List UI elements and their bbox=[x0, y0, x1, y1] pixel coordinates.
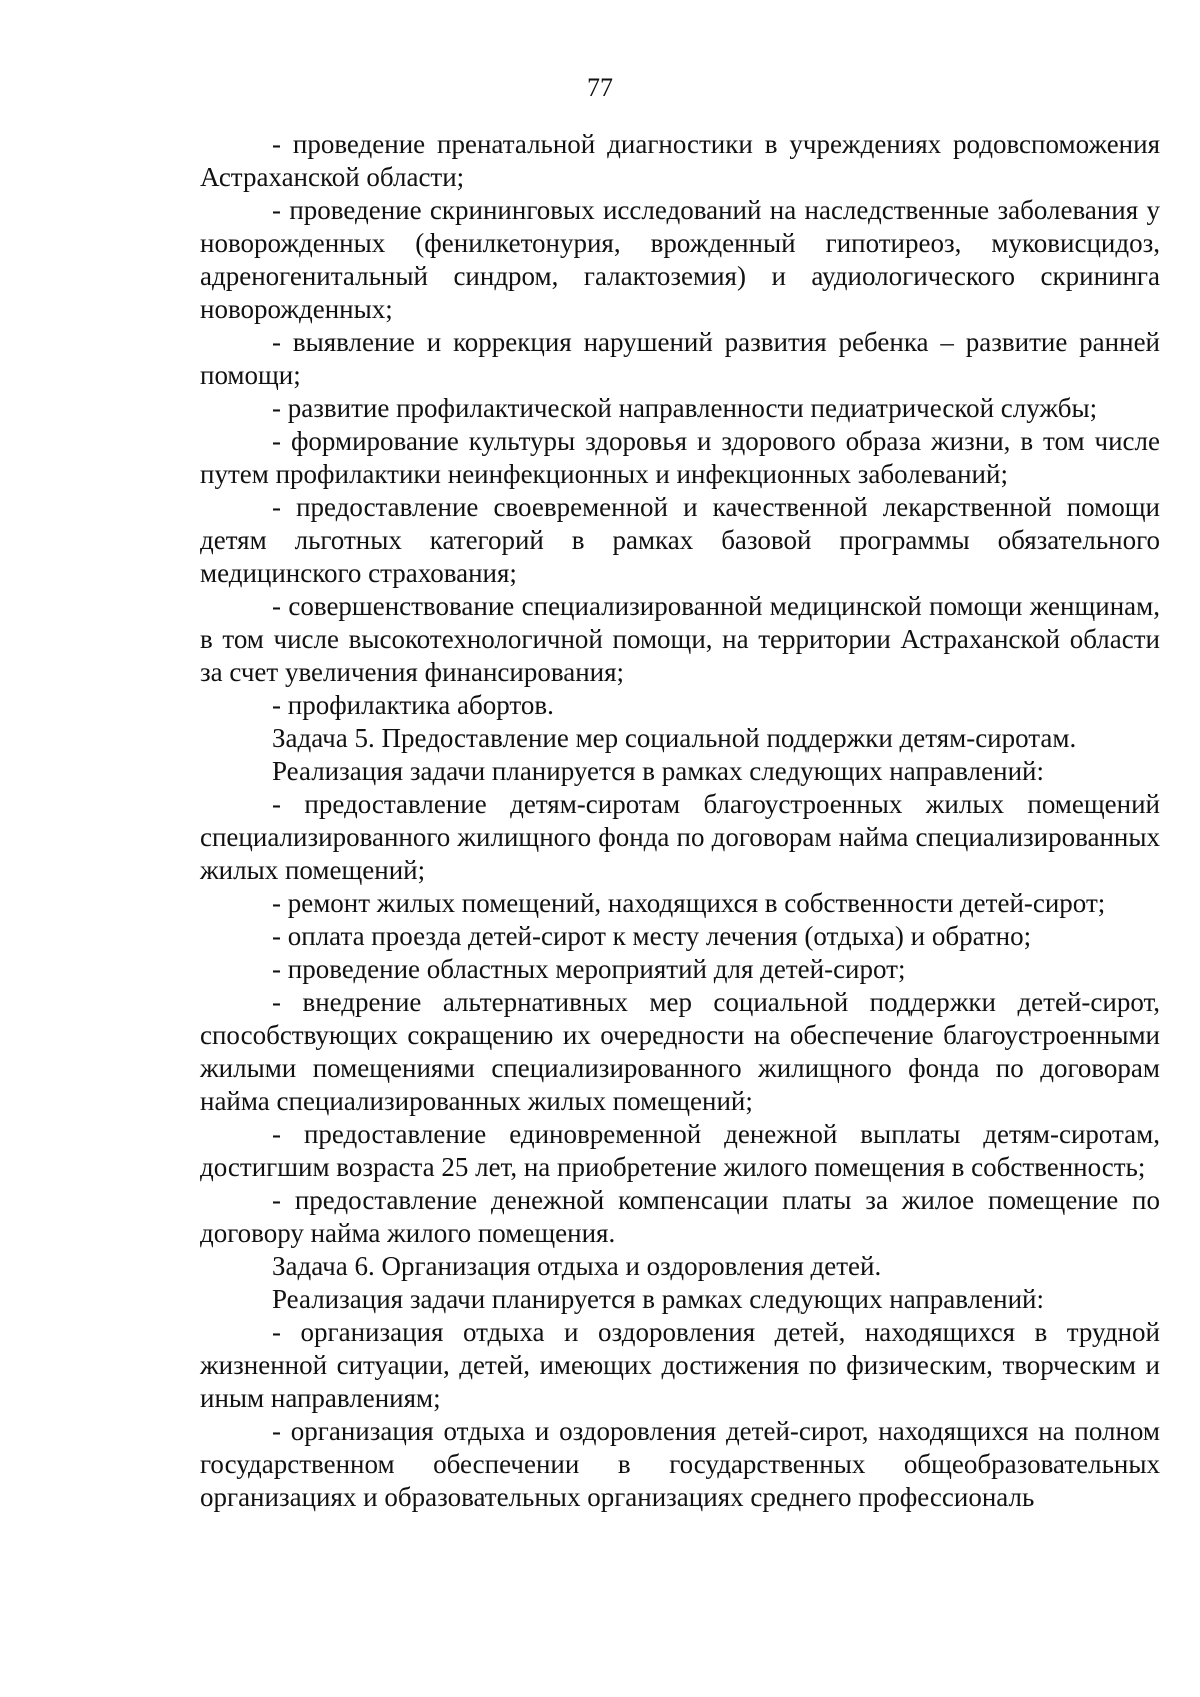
paragraph: Реализация задачи планируется в рамках следующих направлений: bbox=[272, 756, 1044, 786]
paragraph: - предоставление детям-сиротам благоустроенных жилых помещений специализированного жилищного фонда по договорам найма специализированных жилых помещений; bbox=[200, 789, 1160, 885]
task-heading: Задача 6. Организация отдыха и оздоровления детей. bbox=[272, 1251, 882, 1281]
document-body bbox=[200, 128, 1160, 1514]
page-number: 77 bbox=[587, 73, 613, 102]
paragraph: - проведение скрининговых исследований на наследственные заболевания у новорожденных (фенилкетонурия, врожденный гипотиреоз, муковисцидоз, адреногенитальный синдром, галактоземия) и аудиологического скрининга новорожденных; bbox=[200, 195, 1160, 324]
paragraph: - развитие профилактической направленности педиатрической службы; bbox=[272, 393, 1098, 423]
paragraph: - оплата проезда детей-сирот к месту лечения (отдыха) и обратно; bbox=[272, 921, 1032, 951]
paragraph: Реализация задачи планируется в рамках следующих направлений: bbox=[272, 1284, 1044, 1314]
paragraph: - выявление и коррекция нарушений развития ребенка – развитие ранней помощи; bbox=[200, 327, 1160, 390]
paragraph: - проведение областных мероприятий для детей-сирот; bbox=[272, 954, 906, 984]
paragraph: - предоставление денежной компенсации платы за жилое помещение по договору найма жилого помещения. bbox=[200, 1185, 1160, 1248]
paragraph: - предоставление своевременной и качественной лекарственной помощи детям льготных категорий в рамках базовой программы обязательного медицинского страхования; bbox=[200, 492, 1160, 588]
paragraph: - предоставление единовременной денежной выплаты детям-сиротам, достигшим возраста 25 лет, на приобретение жилого помещения в собственность; bbox=[200, 1119, 1160, 1182]
paragraph: - профилактика абортов. bbox=[272, 690, 554, 720]
paragraph: - внедрение альтернативных мер социальной поддержки детей-сирот, способствующих сокращению их очередности на обеспечение благоустроенными жилыми помещениями специализированного жилищного фонда по договорам найма специализированных жилых помещений; bbox=[200, 987, 1160, 1116]
paragraph: - ремонт жилых помещений, находящихся в собственности детей-сирот; bbox=[272, 888, 1106, 918]
paragraph: - формирование культуры здоровья и здорового образа жизни, в том числе путем профилактики неинфекционных и инфекционных заболеваний; bbox=[200, 426, 1160, 489]
paragraph: - проведение пренатальной диагностики в учреждениях родовспоможения Астраханской области; bbox=[200, 129, 1160, 192]
task-heading: Задача 5. Предоставление мер социальной поддержки детям-сиротам. bbox=[272, 723, 1077, 753]
paragraph: - совершенствование специализированной медицинской помощи женщинам, в том числе высокотехнологичной помощи, на территории Астраханской области за счет увеличения финансирования; bbox=[200, 591, 1160, 687]
paragraph: - организация отдыха и оздоровления детей-сирот, находящихся на полном государственном обеспечении в государственных общеобразовательных организациях и образовательных организациях среднего профессиональ bbox=[200, 1416, 1160, 1512]
paragraph: - организация отдыха и оздоровления детей, находящихся в трудной жизненной ситуации, детей, имеющих достижения по физическим, творческим и иным направлениям; bbox=[200, 1317, 1160, 1413]
